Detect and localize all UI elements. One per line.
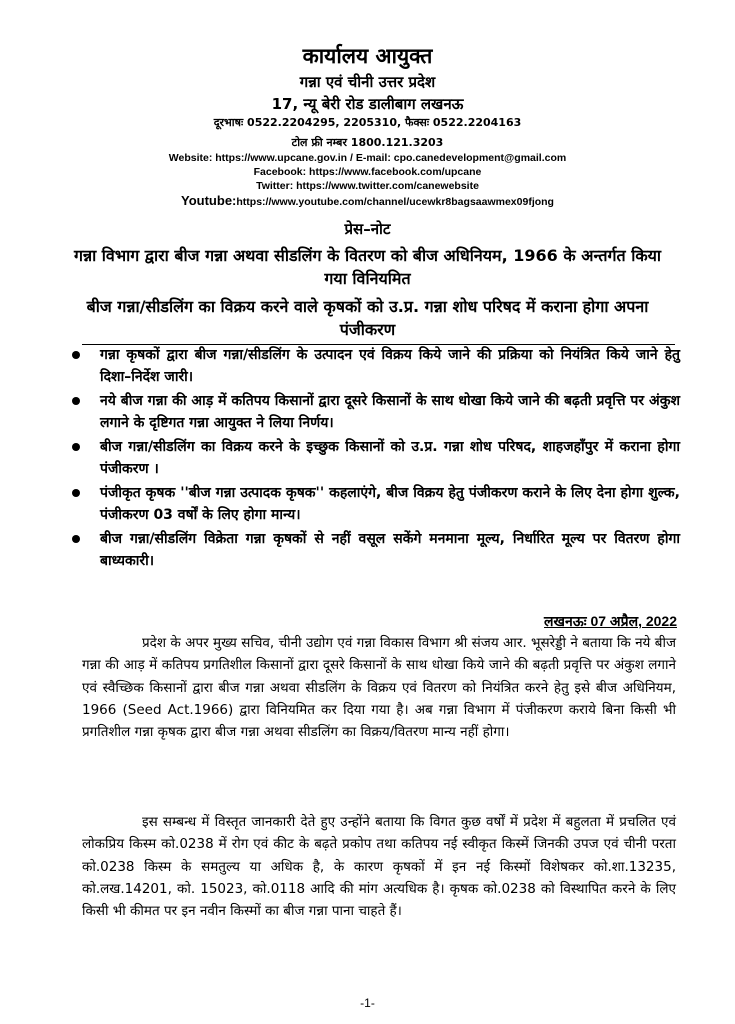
youtube-line: [0, 193, 735, 208]
key-point-text: बीज गन्ना/सीडलिंग का विक्रय करने के इच्छुक किसानों को उ.प्र. गन्ना शोध परिषद, शाहजहाँपुर में कराना होगा पंजीकरण ।: [100, 439, 680, 477]
press-note-heading: प्रेस–नोट: [344, 220, 391, 238]
website-email-line: Website: https://www.upcane.gov.in / E-mail: cpo.canedevelopment@gmail.com: [168, 152, 567, 164]
youtube-label: Youtube:: [181, 193, 237, 208]
key-point-text: पंजीकृत कृषक ''बीज गन्ना उत्पादक कृषक'' कहलाएंगे, बीज विक्रय हेतु पंजीकरण कराने के लिए देना होगा शुल्क, पंजीकरण 03 वर्षों के लिए होगा मान्य।: [100, 485, 680, 523]
office-address: 17, न्यू बेरी रोड डालीबाग लखनऊ: [271, 95, 464, 113]
bullet-icon: [72, 443, 80, 451]
office-title: कार्यालय आयुक्त: [302, 44, 433, 68]
headline-primary: गन्ना विभाग द्वारा बीज गन्ना अथवा सीडलिंग के वितरण को बीज अधिनियम, 1966 के अन्तर्गत किया गया विनियमित: [73, 246, 662, 288]
body-paragraph-2: इस सम्बन्ध में विस्तृत जानकारी देते हुए उन्होंने बताया कि विगत कुछ वर्षों में प्रदेश में बहुलता में प्रचलित एवं लोकप्रिय किस्म को.0238 में रोग एवं कीट के बढ़ते प्रकोप तथा कतिपय नई स्वीकृत किस्में जिनकी उपज एवं चीनी परता को.0238 किस्म के समतुल्य या अधिक है, के कारण कृषकों में इन नई किस्मों विशेषकर को.शा.13235, को.लख.14201, को. 15023, को.0118 आदि की मांग अत्यधिक है। कृषक को.0238 को विस्थापित करने के लिए किसी भी कीमत पर इन नवीन किस्मों का बीज गन्ना पाना चाहते हैं।: [82, 814, 676, 920]
twitter-line: Twitter: https://www.twitter.com/canewebsite: [256, 180, 479, 192]
key-point: [72, 482, 680, 526]
key-point: [72, 390, 680, 434]
key-point: [72, 344, 680, 388]
body-paragraph-1: प्रदेश के अपर मुख्य सचिव, चीनी उद्योग एवं गन्ना विकास विभाग श्री संजय आर. भूसरेड्डी ने बताया कि नये बीज गन्ना की आड़ में कतिपय प्रगतिशील किसानों द्वारा दूसरे किसानों के साथ धोखा किये जाने की बढ़ती प्रवृत्ति पर अंकुश लगाने एवं स्वैच्छिक किसानों द्वारा बीज गन्ना अथवा सीडलिंग के विक्रय एवं वितरण को नियंत्रित करने हेतु इसे बीज अधिनियम, 1966 (Seed Act.1966) द्वारा विनियमित कर दिया गया है। अब गन्ना विभाग में पंजीकरण कराये बिना किसी भी प्रगतिशील गन्ना कृषक द्वारा बीज गन्ना अथवा सीडलिंग का विक्रय/वितरण मान्य नहीं होगा।: [82, 635, 676, 741]
key-point: [72, 436, 680, 480]
key-point-text: बीज गन्ना/सीडलिंग विक्रेता गन्ना कृषकों से नहीं वसूल सकेंगे मनमाना मूल्य, निर्धारित मूल्य पर वितरण होगा बाध्यकारी।: [100, 531, 680, 569]
key-points-list: [72, 344, 680, 574]
page-number: -1-: [360, 996, 375, 1010]
key-point-text: गन्ना कृषकों द्वारा बीज गन्ना/सीडलिंग के उत्पादन एवं विक्रय किये जाने की प्रक्रिया को नियंत्रित किये जाने हेतु दिशा–निर्देश जारी।: [100, 347, 680, 385]
bullet-icon: [72, 351, 80, 359]
bullet-icon: [72, 489, 80, 497]
youtube-url: https://www.youtube.com/channel/ucewkr8bagsaawmex09fjong: [236, 196, 554, 208]
bullet-icon: [72, 535, 80, 543]
headline-secondary: बीज गन्ना/सीडलिंग का विक्रय करने वाले कृषकों को उ.प्र. गन्ना शोध परिषद में कराना होगा अपना पंजीकरण: [86, 297, 649, 339]
department-name: गन्ना एवं चीनी उत्तर प्रदेश: [299, 73, 436, 91]
phone-numbers: दूरभाषः 0522.2204295, 2205310, फैक्सः 0522.2204163: [213, 116, 522, 129]
key-point-text: नये बीज गन्ना की आड़ में कतिपय किसानों द्वारा दूसरे किसानों के साथ धोखा किये जाने की बढ़ती प्रवृत्ति पर अंकुश लगाने के दृष्टिगत गन्ना आयुक्त ने लिया निर्णय।: [100, 393, 680, 431]
facebook-line: Facebook: https://www.facebook.com/upcane: [253, 166, 482, 178]
bullet-icon: [72, 397, 80, 405]
toll-free-number: टोल फ्री नम्बर 1800.121.3203: [291, 136, 444, 149]
key-point: [72, 528, 680, 572]
dateline: लखनऊः 07 अप्रैल, 2022: [544, 613, 677, 629]
